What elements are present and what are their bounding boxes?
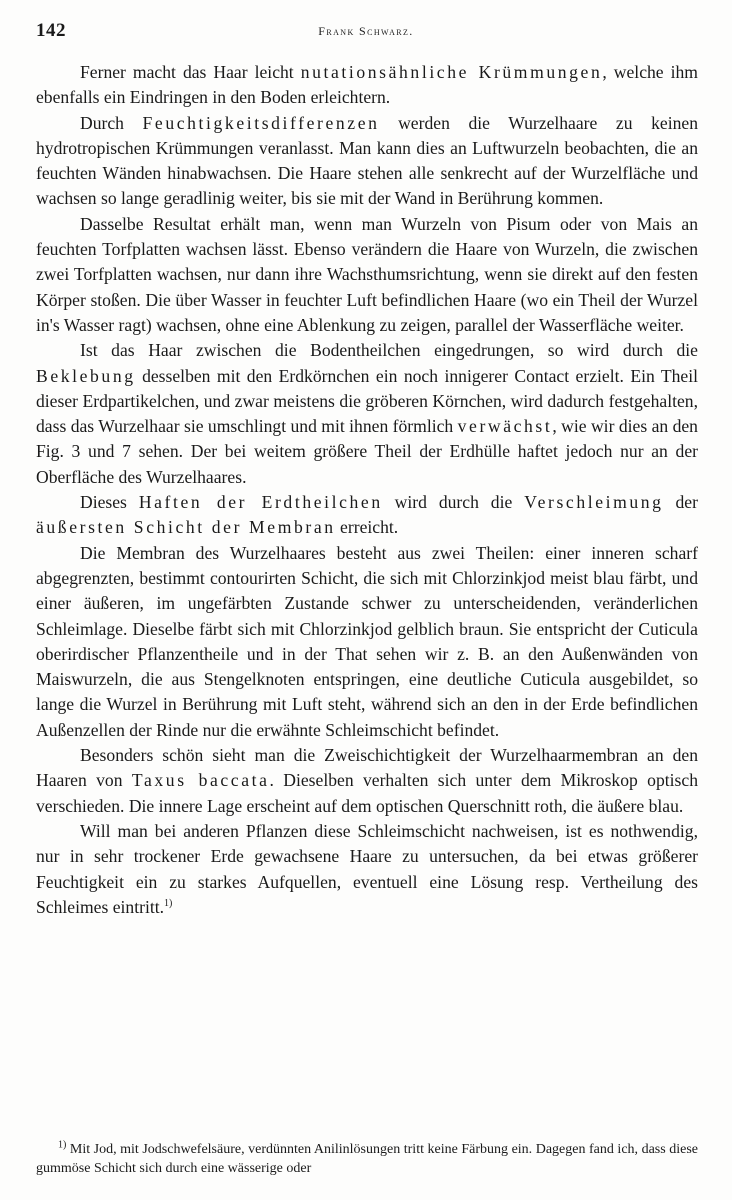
text-segment: Ist das Haar zwischen die Bodentheilchen eingedrungen, so wird durch die <box>80 340 698 361</box>
paragraph <box>36 338 698 490</box>
body-text <box>36 60 698 920</box>
paragraph <box>36 212 698 338</box>
paragraph <box>36 111 698 212</box>
text-segment: Dieses <box>80 492 139 513</box>
footnotes <box>36 1140 698 1178</box>
emphasized-text: Feuchtigkeitsdifferenzen <box>142 112 380 133</box>
paragraph <box>36 60 698 111</box>
text-segment: Ferner macht das Haar leicht <box>80 62 301 82</box>
text-segment: wird durch die <box>382 492 525 513</box>
text-segment: erreicht. <box>335 517 399 538</box>
emphasized-text: Haften der Erdtheilchen <box>138 492 383 513</box>
text-segment: Die Membran des Wurzelhaares besteht aus zwei Theilen: einer inneren scharf abgegrenzten, bestimmt contourirten Schicht, die sich mit Chlorzinkjod meist blau färbt, und einer äußeren, im ungefärbten Zustande schwer zu unterscheidenden, veränderlichen Schleimlage. Dieselbe färbt sich mit Chlorzinkjod gelblich braun. Sie entspricht der Cuticula oberirdischer Pflanzentheile und in der That sehen wir z. B. an den Außenwänden von Maiswurzeln, die aus Stengelknoten entspringen, eine deutliche Cuticula ausgebildet, so lange die Wurzel in Berührung mit Luft steht, während sich an den in der Erde befindlichen Außenzellen der Rinde nur die erwähnte Schleimschicht befindet. <box>36 542 698 740</box>
paragraph <box>36 743 698 819</box>
text-segment: werden die Wurzelhaare zu keinen hydrotropischen Krümmungen veranlasst. Man kann dies an Luftwurzeln beobachten, die an feuchten Wänden hinabwachsen. Die Haare stehen alle senkrecht auf der Wurzelfläche und wachsen so lange geradlinig weiter, bis sie mit der Wand in Berührung kommen. <box>36 112 698 209</box>
page-number: 142 <box>36 20 66 41</box>
emphasized-text: Beklebung <box>36 365 136 386</box>
text-segment: Besonders schön sieht man die Zweischichtigkeit der Wurzelhaarmembran an den Haaren von <box>36 745 698 791</box>
text-segment: , welche ihm ebenfalls ein Eindringen in den Boden erleichtern. <box>36 62 698 108</box>
footnote-text: Mit Jod, mit Jodschwefelsäure, verdünnten Anilinlösungen tritt keine Färbung ein. Dagegen fand ich, dass diese gummöse Schicht sich durch eine wässerige oder <box>36 1142 698 1176</box>
footnote <box>36 1140 698 1178</box>
emphasized-text: Taxus baccata <box>131 770 270 791</box>
text-segment: der <box>663 492 698 513</box>
emphasized-text: Verschleimung <box>524 492 664 513</box>
text-segment: . Dieselben verhalten sich unter dem Mikroskop optisch verschieden. Die innere Lage erscheint auf dem optischen Querschnitt roth, die äußere blau. <box>36 770 698 816</box>
emphasized-text: äußersten Schicht der Membran <box>36 517 336 538</box>
page-header <box>36 18 696 46</box>
paragraph <box>36 541 698 743</box>
footnote-marker: 1) <box>58 1139 67 1151</box>
paragraph <box>36 819 698 920</box>
text-segment: Dasselbe Resultat erhält man, wenn man Wurzeln von Pisum oder von Mais an feuchten Torfplatten wachsen lässt. Ebenso verändern die Haare von Wurzeln, die zwischen zwei Torfplatten wachsen, nur dann ihre Wachsthumsrichtung, wenn sie direkt auf den festen Körper stoßen. Die über Wasser in feuchter Luft befindlichen Haare (wo ein Theil der Wurzel in's Wasser ragt) wachsen, ohne eine Ablenkung zu zeigen, parallel der Wasserfläche weiter. <box>36 213 698 335</box>
footnote-reference: 1) <box>164 897 173 909</box>
paragraph <box>36 490 698 541</box>
emphasized-text: nutationsähnliche Krümmungen <box>300 62 603 82</box>
running-head: Frank Schwarz. <box>318 24 414 38</box>
text-segment: , wie wir dies an den Fig. 3 und 7 sehen. Der bei weitem größere Theil der Erdhülle haftet jedoch nur an der Oberfläche des Wurzelhaares. <box>36 416 698 487</box>
text-segment: Durch <box>80 112 143 133</box>
emphasized-text: verwächst <box>457 416 553 437</box>
text-segment: Will man bei anderen Pflanzen diese Schleimschicht nachweisen, ist es nothwendig, nur in sehr trockener Erde gewachsene Haare zu untersuchen, da bei etwas größerer Feuchtigkeit ein zu starkes Aufquellen, eventuell eine Lösung resp. Vertheilung des Schleimes eintritt. <box>36 820 698 917</box>
text-segment: desselben mit den Erdkörnchen ein noch innigerer Contact erzielt. Ein Theil dieser Erdpartikelchen, und zwar meistens die gröberen Körnchen, wird dadurch festgehalten, dass das Wurzelhaar sie umschlingt und mit ihnen förmlich <box>36 365 698 437</box>
